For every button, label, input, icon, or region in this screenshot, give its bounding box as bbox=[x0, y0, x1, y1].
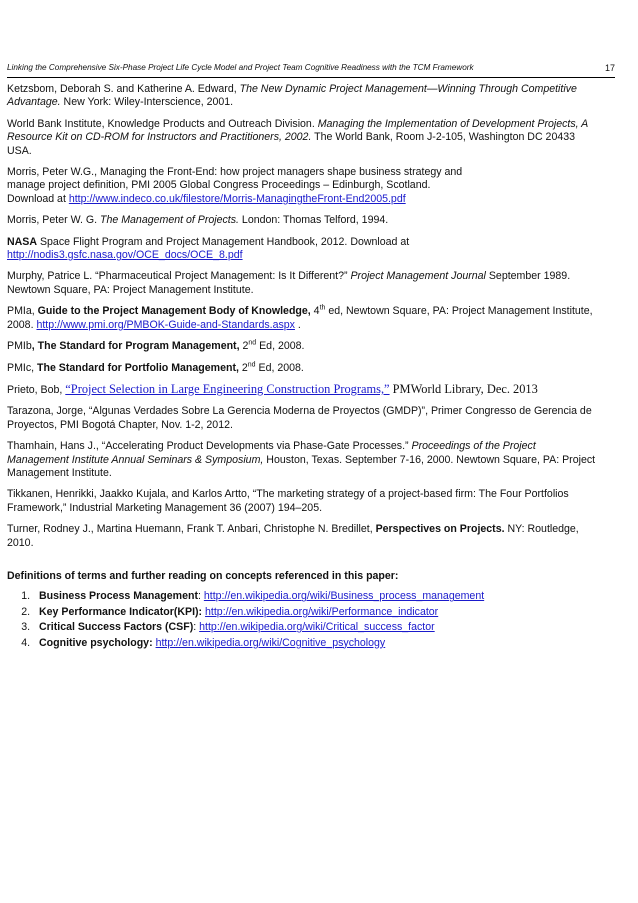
ref-prefix: PMIc, bbox=[7, 361, 38, 374]
ref-publisher: Houston, Texas. September 7-16, 2000. Newtown Square, PA: Project bbox=[263, 453, 596, 466]
reference-tarazona bbox=[7, 405, 619, 432]
ref-authors: World Bank Institute, Knowledge Products and Outreach Division. bbox=[7, 117, 318, 130]
ref-prefix: PMIa, bbox=[7, 305, 38, 318]
ref-title: The Management of Projects. bbox=[100, 214, 239, 227]
ref-text: Murphy, Patrice L. “Pharmaceutical Project Management: Is It Different?” bbox=[7, 270, 351, 283]
references-list bbox=[7, 83, 619, 652]
ref-publisher: Newtown Square, PA: Project Management Institute. bbox=[7, 283, 254, 296]
reference-morris-frontend bbox=[7, 166, 619, 206]
ref-publisher: London: Thomas Telford, 1994. bbox=[238, 214, 389, 227]
reference-pmib bbox=[7, 340, 619, 353]
ref-title-cont: Advantage. bbox=[7, 96, 61, 109]
ref-edition: 4 bbox=[310, 305, 320, 318]
ref-title: The Standard for Portfolio Management, bbox=[37, 361, 239, 374]
ref-publisher: New York: Wiley-Interscience, 2001. bbox=[60, 96, 234, 109]
definition-item bbox=[33, 637, 619, 650]
ref-journal: Project Management Journal bbox=[350, 270, 486, 283]
definition-term: Business Process Management bbox=[39, 590, 198, 603]
ref-year: Ed, 2008. bbox=[255, 361, 304, 374]
ref-text: Tikkanen, Henrikki, Jaakko Kujala, and Karlos Artto, “The marketing strategy of a project-based firm: The Four Portfolios bbox=[7, 488, 569, 501]
ref-text: Space Flight Program and Project Management Handbook, 2012. Download at bbox=[37, 235, 410, 248]
ref-publisher-cont: USA. bbox=[7, 144, 32, 157]
ref-prefix: Prieto, Bob, bbox=[7, 383, 66, 396]
download-label: Download at bbox=[7, 192, 69, 205]
ref-text-cont: manage project definition, PMI 2005 Global Congress Proceedings – Edinburgh, Scotland. bbox=[7, 179, 431, 192]
definition-sep: : bbox=[193, 621, 200, 634]
ref-edition-sup: nd bbox=[247, 360, 256, 368]
ref-title: Managing the Implementation of Development Projects, A bbox=[317, 117, 589, 130]
ref-end: . bbox=[294, 318, 301, 331]
reference-pmic bbox=[7, 362, 619, 375]
definition-item bbox=[33, 590, 619, 603]
reference-worldbank bbox=[7, 118, 619, 158]
ref-publisher-cont: Management Institute. bbox=[7, 466, 112, 479]
definitions-list bbox=[7, 590, 619, 650]
ref-publisher: ed, Newtown Square, PA: Project Management Institute, bbox=[325, 305, 593, 318]
ref-edition-sup: th bbox=[319, 304, 326, 312]
prieto-article-link[interactable]: “Project Selection in Large Engineering Construction Programs,” bbox=[65, 381, 390, 396]
reference-nasa bbox=[7, 236, 619, 263]
reference-thamhain bbox=[7, 440, 619, 480]
definition-item bbox=[33, 621, 619, 634]
header-title: Linking the Comprehensive Six-Phase Project Life Cycle Model and Project Team Cognitive Readiness with the TCM Framework bbox=[7, 63, 474, 72]
ref-authors: Ketzsbom, Deborah S. and Katherine A. Edward, bbox=[7, 83, 240, 95]
ref-year: 2008. bbox=[7, 318, 37, 331]
definition-item bbox=[33, 606, 619, 619]
reference-prieto bbox=[7, 383, 619, 397]
ref-publisher: The World Bank, Room J-2-105, Washington DC 20433 bbox=[311, 131, 576, 144]
reference-turner bbox=[7, 523, 619, 550]
ref-text-cont: Proyectos, PMI Bogotá Chapter, Nov. 1-2, 2012. bbox=[7, 418, 233, 431]
ref-title-cont: Resource Kit on CD-ROM for Instructors and Practitioners, 2002. bbox=[7, 131, 312, 144]
ref-text: Tarazona, Jorge, “Algunas Verdades Sobre La Gerencia Moderna de Proyectos (GMDP)”, Primer Congresso de Gerencia de bbox=[7, 405, 592, 418]
definition-term: Critical Success Factors (CSF) bbox=[39, 621, 194, 634]
definition-sep: : bbox=[197, 590, 204, 603]
ref-year: Ed, 2008. bbox=[256, 340, 305, 353]
reference-pmia bbox=[7, 305, 619, 332]
definition-term: Cognitive psychology: bbox=[39, 636, 153, 649]
running-header bbox=[7, 61, 615, 78]
ref-year: 2010. bbox=[7, 536, 34, 549]
definition-term: Key Performance Indicator(KPI): bbox=[39, 605, 203, 618]
ref-title: The New Dynamic Project Management—Winning Through Competitive bbox=[239, 83, 577, 95]
ref-publisher: NY: Routledge, bbox=[504, 523, 579, 536]
ref-edition: 2 bbox=[238, 361, 248, 374]
ref-text: Morris, Peter W.G., Managing the Front-End: how project managers shape business strategy and bbox=[7, 166, 463, 179]
ref-publisher: PMWorld Library, Dec. 2013 bbox=[389, 381, 538, 396]
reference-morris-management bbox=[7, 214, 619, 227]
definition-link[interactable]: http://en.wikipedia.org/wiki/Cognitive_psychology bbox=[155, 636, 386, 649]
ref-edition: 2 bbox=[239, 340, 249, 353]
ref-edition-sup: nd bbox=[248, 339, 257, 347]
ref-date: September 1989. bbox=[485, 270, 571, 283]
ref-text-cont: Framework,” Industrial Marketing Management 36 (2007) 194–205. bbox=[7, 501, 323, 514]
nasa-pdf-link[interactable]: http://nodis3.gsfc.nasa.gov/OCE_docs/OCE_8.pdf bbox=[7, 249, 243, 262]
page-number: 17 bbox=[604, 63, 615, 73]
ref-proceedings: Proceedings of the Project bbox=[411, 440, 536, 453]
morris-pdf-link[interactable]: http://www.indeco.co.uk/filestore/Morris-ManagingtheFront-End2005.pdf bbox=[68, 192, 406, 205]
ref-prefix: PMIb bbox=[7, 340, 32, 353]
reference-murphy bbox=[7, 270, 619, 297]
definitions-heading: Definitions of terms and further reading on concepts referenced in this paper: bbox=[7, 569, 399, 582]
ref-proceedings-cont: Management Institute Annual Seminars & Symposium, bbox=[7, 453, 264, 466]
ref-org: NASA bbox=[7, 235, 38, 248]
ref-authors: Morris, Peter W. G. bbox=[7, 214, 101, 227]
ref-text: Thamhain, Hans J., “Accelerating Product Developments via Phase-Gate Processes.” bbox=[7, 440, 412, 453]
ref-authors: Turner, Rodney J., Martina Huemann, Frank T. Anbari, Christophe N. Bredillet, bbox=[7, 523, 376, 536]
pmbok-link[interactable]: http://www.pmi.org/PMBOK-Guide-and-Standards.aspx bbox=[36, 318, 295, 331]
reference-ketzsbom bbox=[7, 83, 619, 110]
ref-title: Perspectives on Projects. bbox=[375, 523, 505, 536]
reference-tikkanen bbox=[7, 488, 619, 515]
ref-title: Guide to the Project Management Body of Knowledge, bbox=[37, 305, 311, 318]
definition-link[interactable]: http://en.wikipedia.org/wiki/Performance_indicator bbox=[205, 605, 439, 618]
definition-link[interactable]: http://en.wikipedia.org/wiki/Business_process_management bbox=[203, 590, 485, 603]
ref-title: , The Standard for Program Management, bbox=[31, 340, 240, 353]
definition-link[interactable]: http://en.wikipedia.org/wiki/Critical_success_factor bbox=[199, 621, 435, 634]
